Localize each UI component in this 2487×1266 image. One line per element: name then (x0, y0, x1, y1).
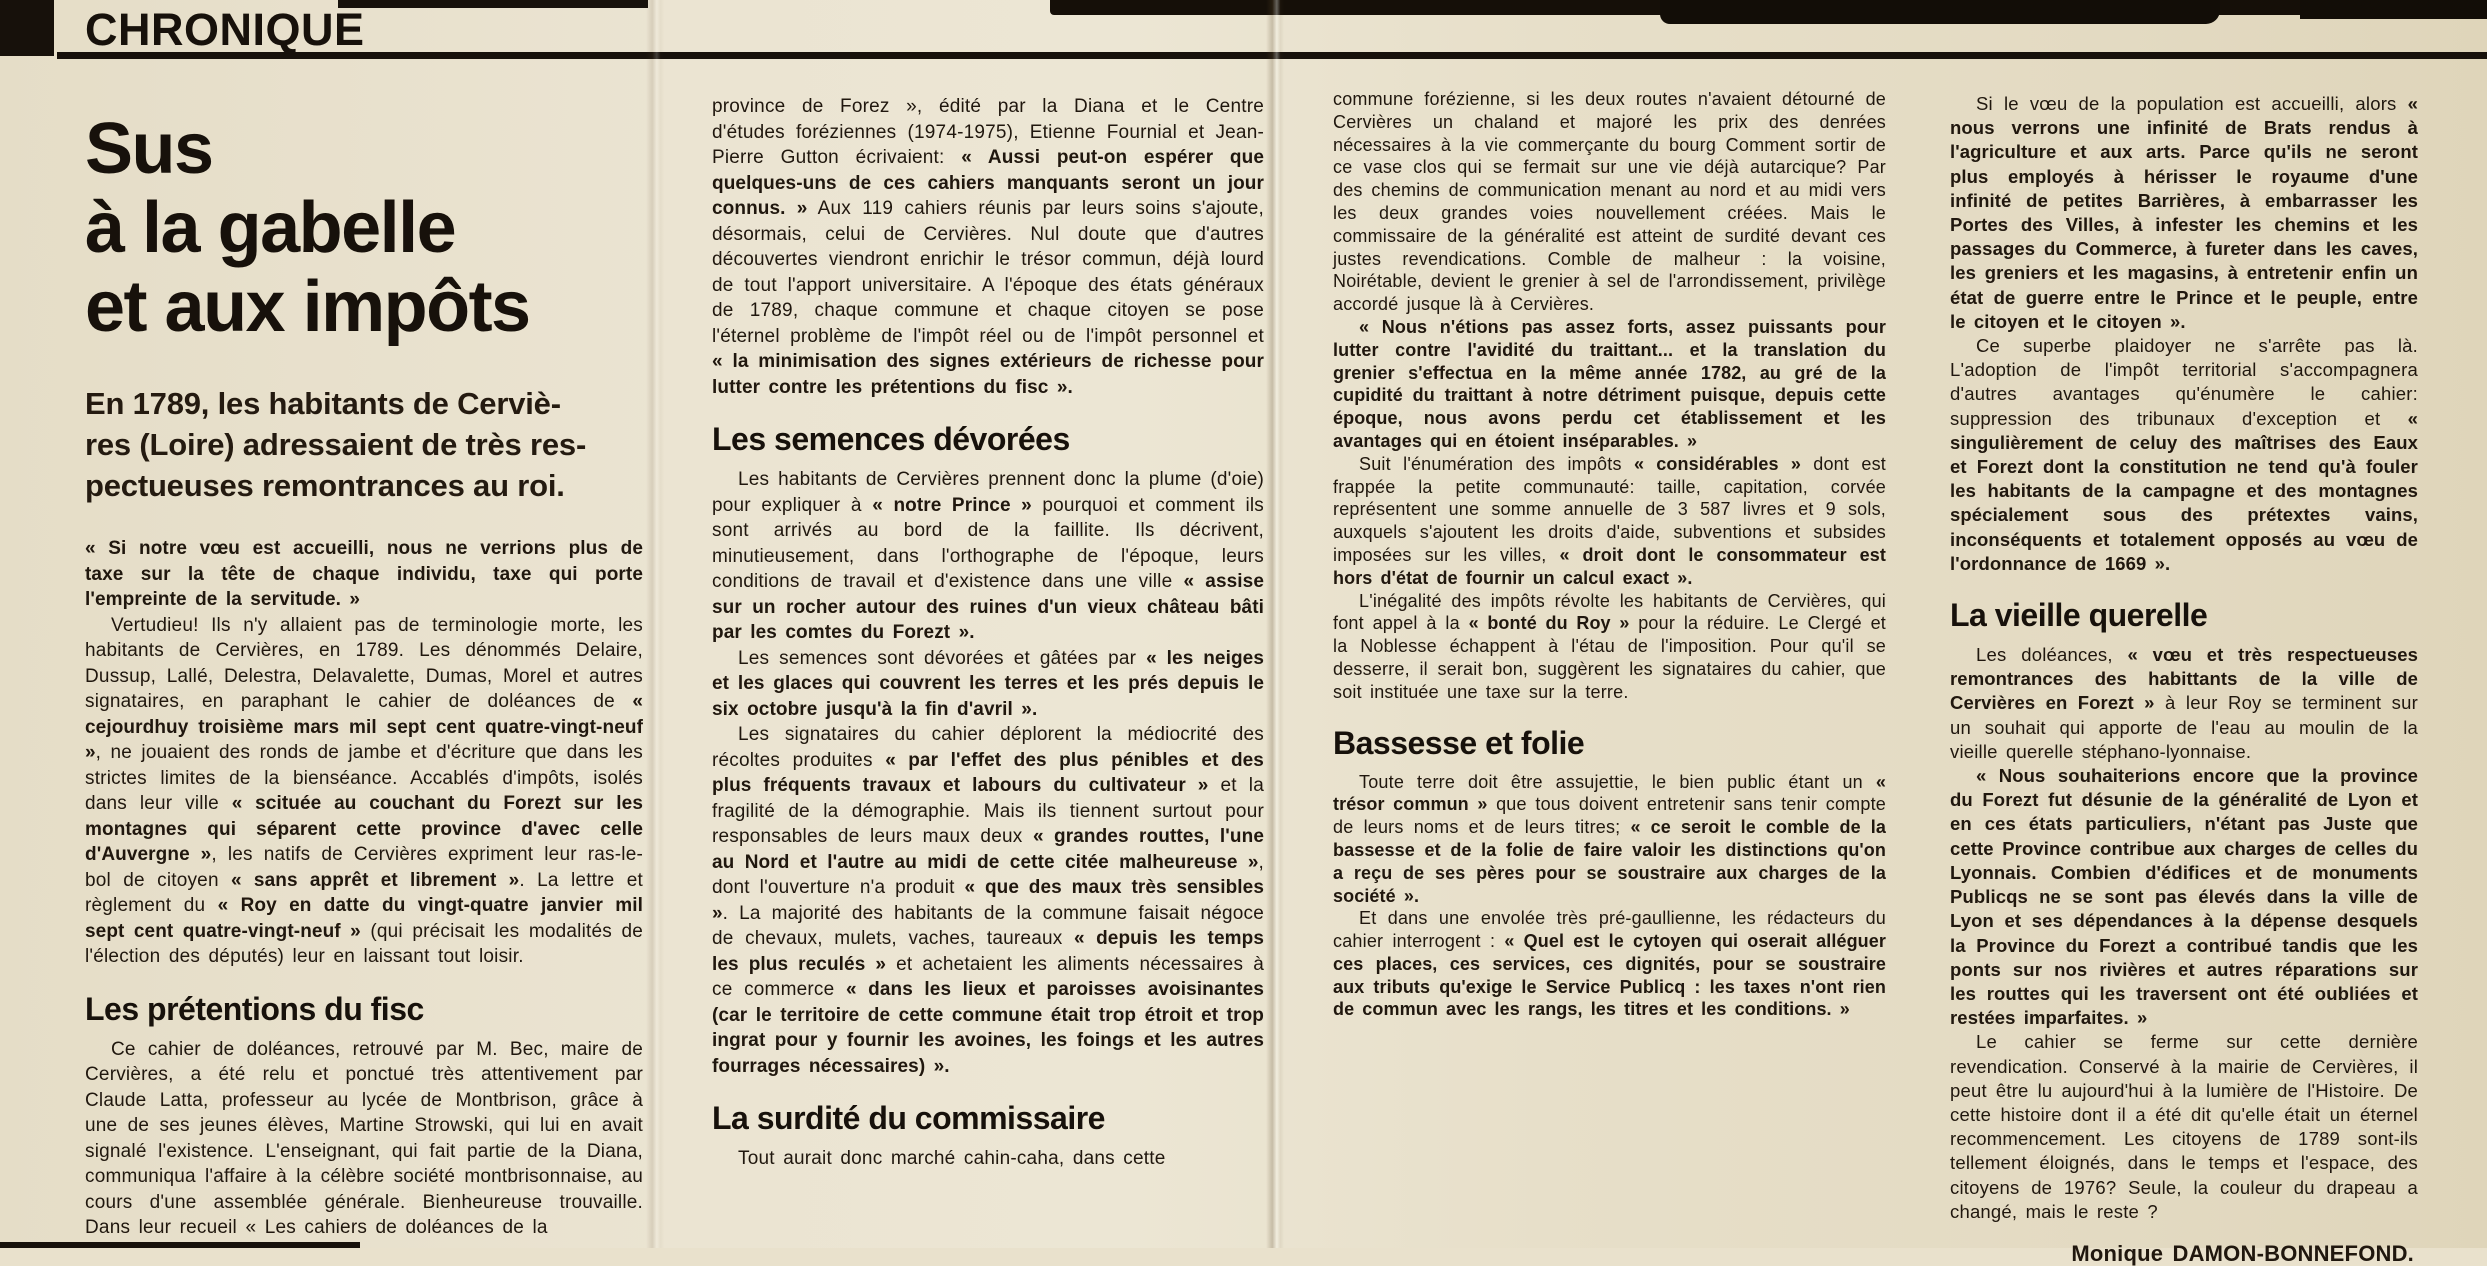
paragraph: Toute terre doit être assujettie, le bien public étant un « trésor commun » que tous doivent entretenir sans tenir compte de leurs noms et de leurs titres; « ce seroit le comble de la bassesse et de la folie de faire valoir les distinctions qu'on a reçu de ses pères pour se soustraire aux charges de la société ». (1333, 771, 1886, 906)
column-2 (712, 94, 1264, 1172)
section-heading: Bassesse et folie (1333, 724, 1585, 761)
section-heading: La surdité du commissaire (712, 1100, 1105, 1136)
torn-paper-edge (2300, 0, 2487, 19)
standfirst-line: En 1789, les habitants de Cerviè- (85, 386, 561, 421)
paragraph: commune forézienne, si les deux routes n'avaient détourné de Cervières un chaland et majoré les prix des denrées nécessaires à la vie commerçante du bourg Comment sortir de ce vase clos qui se fermait sur une vie déjà autarcique? Par des chemins de communication menant au nord et au midi vers les deux grandes voies nouvellement créées. Mais le commissaire de la généralité est atteint de surdité devant ces justes revendications. Comble de malheur : la voisine, Noirétable, devient le grenier à sel de l'arrondissement, privilège accordé jusque là à Cervières. (1333, 89, 1886, 315)
column-4-body (1950, 92, 2418, 1266)
paragraph: Et dans une envolée très pré-gaullienne, les rédacteurs du cahier interrogent : « Quel est le cytoyen qui oserait alléguer ces places, ces services, ces dignités, pour se soustraire aux tributs qu'exige le Service Publicq : les taxes n'ont rien de commun avec les rangs, les titres et les conditions. » (1333, 908, 1886, 1020)
torn-paper-edge (1660, 0, 2220, 24)
headline-line: Sus (85, 109, 213, 189)
headline-line: à la gabelle (85, 188, 456, 268)
fold-crease (646, 0, 664, 1248)
fold-crease (1266, 0, 1284, 1248)
paragraph: Suit l'énumération des impôts « considérables » dont est frappée la petite communauté: taille, capitation, corvée représentent une somme annuelle de 3 587 livres et 9 sols, auxquels s'ajoutent les droits d'aide, subventions et subsides imposées sur les villes, « droit dont le consommateur est hors d'état de fournir un calcul exact ». (1333, 453, 1886, 588)
paragraph: L'inégalité des impôts révolte les habitants de Cervières, qui font appel à la « bonté du Roy » pour la réduire. Le Clergé et la Noblesse échappent à l'étau de l'imposition. Pour qu'il se desserre, il serait bon, suggèrent les signataires du cahier, que soit instituée une taxe sur la terre. (1333, 590, 1886, 702)
paragraph: Les habitants de Cervières prennent donc la plume (d'oie) pour expliquer à « notre Prince » pourquoi et comment ils sont arrivés au bord de la faillite. Ils décrivent, minutieusement, dans l'orthographe de l'époque, leurs conditions de travail et d'existence dans une ville « assise sur un rocher autour des ruines d'un vieux château bâti par les comtes du Forezt ». (712, 469, 1265, 643)
paragraph: « Nous souhaiterions encore que la province du Forezt fut désunie de la généralité de Lyon et en ces états particuliers, n'étant pas Juste que cette Province contribue aux charges de celles du Lyonnais. Combien d'édifices et de monuments Publicqs ne se sont pas élevés dans la ville de Lyon et ses dépendances à la dépense desquels la Province du Forezt a contribué tandis que les ponts sur nos rivières et autres réparations sur les routtes qui les traversent ont été oubliées et restées imparfaites. » (1950, 765, 2418, 1029)
paragraph: Ce cahier de doléances, retrouvé par M. Bec, maire de Cervières, a été relu et ponctué très attentivement par Claude Latta, professeur au lycée de Montbrison, grâce à une de ses jeunes élèves, Martine Strowski, qui lui en avait signalé l'existence. L'enseignant, qui fait partie de la Diana, communiqua l'affaire à la célèbre société montbrisonnaise, au cours d'une assemblée générale. Bienheureuse trouvaille. Dans leur recueil « Les cahiers de doléances de la (85, 1038, 643, 1238)
paragraph: Les doléances, « vœu et très respectueuses remontrances des habittants de la ville de Cervières en Forezt » à leur Roy se terminent sur un souhait qui apporte de l'eau au moulin de la vieille querelle stéphano-lyonnaise. (1950, 644, 2419, 762)
paragraph: Ce superbe plaidoyer ne s'arrête pas là. L'adoption de l'impôt territorial s'accompagnera d'autres avantages qu'énumère le cahier: suppression des tribunaux d'exception et « singulièrement de celuy des maîtrises des Eaux et Forezt dont la constitution ne tend qu'à fouler les habitants de la campagne et des montagnes spécialement sous des prétextes vains, inconséquents et totalement opposés au vœu de l'ordonnance de 1669 ». (1950, 335, 2418, 574)
corner-ink-block (0, 0, 54, 56)
standfirst-line: res (Loire) adressaient de très res- (85, 427, 587, 462)
column-2-body (712, 94, 1264, 1172)
section-heading: Les semences dévorées (712, 421, 1070, 457)
paragraph: « Nous n'étions pas assez forts, assez puissants pour lutter contre l'avidité du traittant... et la translation du grenier s'effectua en la même année 1782, au gré de la cupidité du traittant à notre détriment puisque, depuis cette époque, nous avons perdu cet établissement et les avantages qui en étoient inséparables. » (1333, 316, 1886, 451)
paragraph: Tout aurait donc marché cahin-caha, dans cette (738, 1148, 1166, 1169)
column-1 (85, 100, 643, 1241)
byline: Monique DAMON-BONNEFOND. (2071, 1240, 2414, 1266)
headline-line: et aux impôts (85, 267, 530, 347)
standfirst-line: pectueuses remontrances au roi. (85, 468, 565, 503)
paragraph: Les semences sont dévorées et gâtées par « les neiges et les glaces qui couvrent les terres et les prés depuis le six octobre jusqu'à la fin d'avril ». (712, 647, 1264, 720)
paragraph: Les signataires du cahier déplorent la médiocrité des récoltes produites « par l'effet des plus pénibles et des plus fréquents travaux et labours du cultivateur » et la fragilité de la démographie. Mais ils tiennent surtout pour responsables de leurs maux deux « grandes routtes, l'une au Nord et l'autre au midi de cette citée malheureuse », dont l'ouverture n'a produit « que des maux très sensibles ». La majorité des habitants de la commune faisait négoce de chevaux, mulets, vaches, taureaux « depuis les temps les plus reculés » et achetaient les aliments nécessaires à ce commerce « dans les lieux et paroisses avoisinantes (car le territoire de cette commune était trop étroit et trop ingrat pour y fournir les avoines, les foings et les autres fourrages nécessaires) ». (712, 724, 1264, 1077)
paragraph: Le cahier se ferme sur cette dernière revendication. Conservé à la mairie de Cervières, il peut être lu aujourd'hui à la lumière de l'Histoire. De cette histoire dont il a été dit qu'elle était un éternel recommencement. Les citoyens de 1789 sont-ils tellement éloignés, dans le temps et l'espace, des citoyens de 1976? Seule, la couleur du drapeau a changé, mais le reste ? (1950, 1031, 2418, 1222)
torn-paper-edge (338, 0, 648, 8)
standfirst (85, 383, 643, 506)
column-1-body (85, 536, 643, 1241)
column-3-body (1333, 88, 1886, 1021)
paragraph: « Si notre vœu est accueilli, nous ne verrions plus de taxe sur la tête de chaque individu, taxe qui porte l'empreinte de la servitude. » (85, 538, 643, 610)
article-headline (85, 110, 643, 347)
column-3 (1333, 88, 1886, 1021)
column-4 (1950, 92, 2418, 1266)
paragraph: Si le vœu de la population est accueilli, alors « nous verrons une infinité de Brats rendus à l'agriculture et aux arts. Parce qu'ils ne seront plus employés à hérisser le royaume d'une infinité de petites Barrières, à embarrasser les Portes des Villes, à infester les chemins et les passages du Commerce, à fureter dans les caves, les greniers et les magasins, à entretenir enfin un état de guerre entre le Prince et le peuple, entre le citoyen et le citoyen ». (1950, 93, 2418, 332)
section-kicker: CHRONIQUE (85, 4, 365, 55)
paragraph: Vertudieu! Ils n'y allaient pas de terminologie morte, les habitants de Cervières, en 1789. Les dénommés Delaire, Dussup, Lallé, Delestra, Delavalette, Dumas, Morel et autres signataires, en paraphant le cahier de doléances de « cejourdhuy troisième mars mil sept cent quatre-vingt-neuf », ne jouaient des ronds de jambe et d'écriture que dans les strictes limites de la bienséance. Accablés d'impôts, isolés dans leur ville « scituée au couchant du Forezt sur les montagnes qui séparent cette province d'avec celle d'Auvergne », les natifs de Cervières expriment leur ras-le-bol de citoyen « sans apprêt et librement ». La lettre et règlement du « Roy en datte du vingt-quatre janvier mil sept cent quatre-vingt-neuf » (qui précisait les modalités de l'élection des députés) leur en laissant tout loisir. (85, 614, 644, 967)
section-heading: Les prétentions du fisc (85, 990, 424, 1027)
bottom-ink-mark (0, 1242, 360, 1248)
section-heading: La vieille querelle (1950, 597, 2208, 634)
paragraph: province de Forez », édité par la Diana et le Centre d'études foréziennes (1974-1975), Etienne Fournial et Jean-Pierre Gutton écrivaient: « Aussi peut-on espérer que quelques-uns de ces cahiers manquants seront un jour connus. » Aux 119 cahiers réunis par leurs soins s'ajoute, désormais, celui de Cervières. Nul doute que d'autres découvertes viendront enrichir le trésor commun, déjà lourd de tout l'apport universitaire. A l'époque des états généraux de 1789, chaque commune et chaque citoyen se pose l'éternel problème de l'impôt réel ou de l'impôt personnel et « la minimisation des signes extérieurs de richesse pour lutter contre les prétentions du fisc ». (712, 96, 1264, 398)
